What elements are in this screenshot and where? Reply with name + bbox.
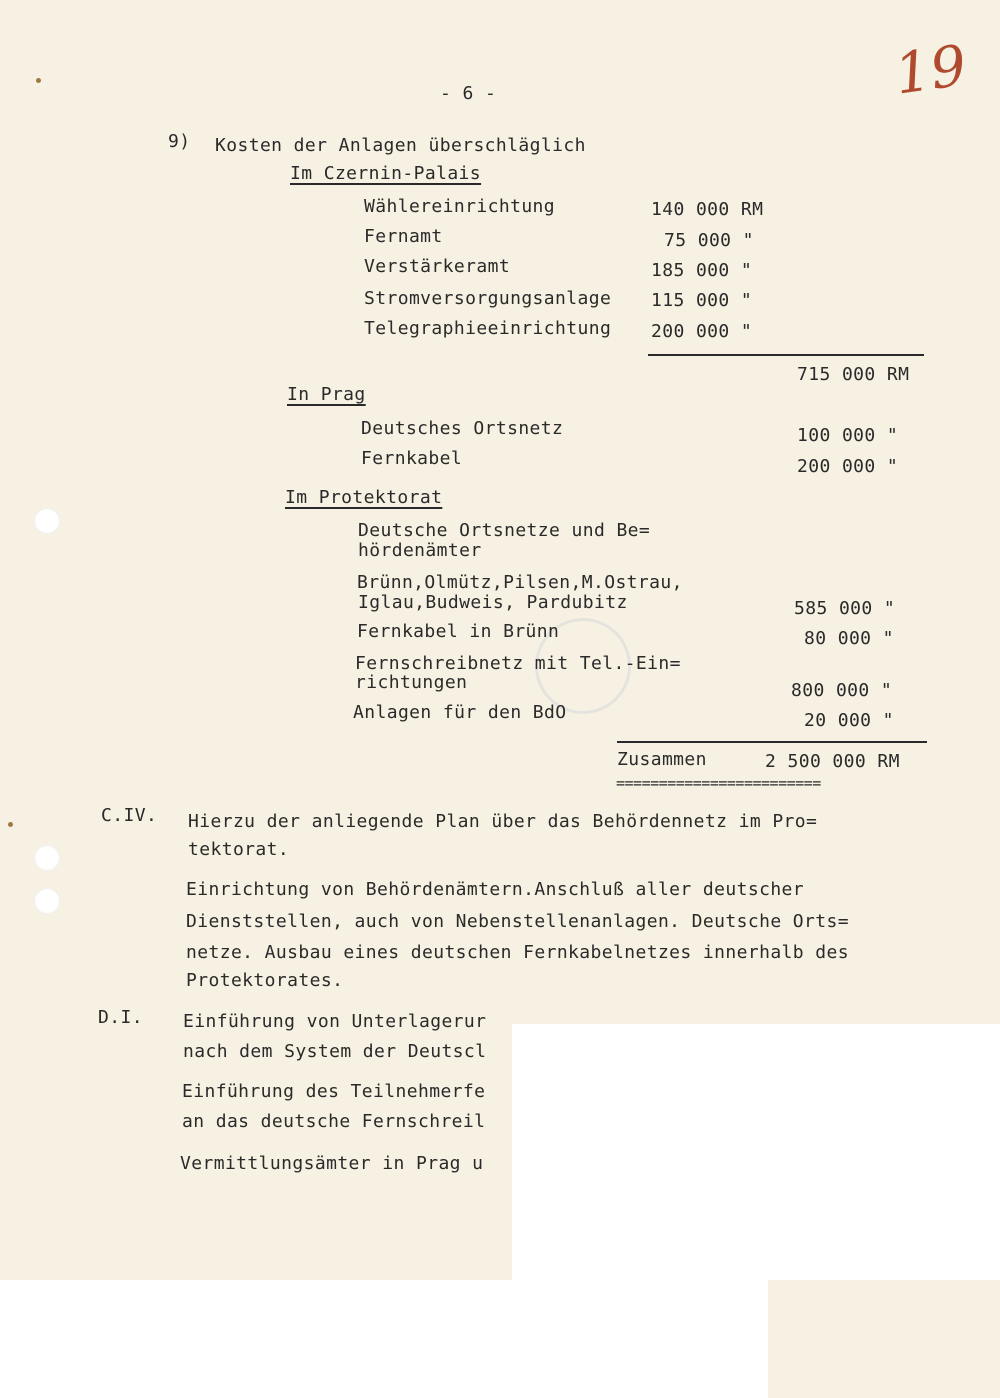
heading-prag: In Prag	[287, 384, 366, 405]
total-rule	[617, 741, 927, 743]
subtotal-amount: 715 000 RM	[797, 364, 910, 385]
item-label: richtungen	[355, 672, 468, 693]
item-amount: 185 000 "	[651, 260, 753, 281]
paragraph-line: Einrichtung von Behördenämtern.Anschluß aller deutscher	[186, 879, 805, 900]
paragraph-line: Protektorates.	[186, 970, 344, 991]
item-amount: 115 000 "	[651, 290, 753, 311]
heading-czernin: Im Czernin-Palais	[290, 163, 482, 184]
paragraph-line: Dienststellen, auch von Nebenstellenanlagen. Deutsche Orts=	[186, 911, 849, 932]
subtotal-rule	[648, 354, 924, 356]
item-label: Deutsche Ortsnetze und Be=	[358, 520, 651, 541]
paper-speck	[36, 78, 41, 83]
item-label: Brünn,Olmütz,Pilsen,M.Ostrau,	[357, 572, 683, 593]
punch-hole	[34, 508, 60, 534]
paragraph-line: Vermittlungsämter in Prag u	[180, 1153, 484, 1174]
punch-hole	[34, 845, 60, 871]
paragraph-line: Hierzu der anliegende Plan über das Behördennetz im Pro=	[188, 811, 818, 832]
item-label: Anlagen für den BdO	[353, 702, 567, 723]
item-label: hördenämter	[358, 540, 482, 561]
item-label: Fernamt	[364, 226, 443, 247]
item-amount: 100 000 "	[797, 425, 899, 446]
item-label: Wählereinrichtung	[364, 196, 556, 217]
item-label: Deutsches Ortsnetz	[361, 418, 564, 439]
section-title: Kosten der Anlagen überschläglich	[215, 135, 586, 156]
item-label: Fernkabel	[361, 448, 463, 469]
paper-speck	[8, 822, 13, 827]
item-label: Fernschreibnetz mit Tel.-Ein=	[355, 653, 681, 674]
item-amount: 200 000 "	[797, 456, 899, 477]
paragraph-line: an das deutsche Fernschreil	[182, 1111, 486, 1132]
heading-protektorat: Im Protektorat	[285, 487, 443, 508]
total-label: Zusammen	[617, 749, 707, 770]
item-amount: 75 000 "	[664, 230, 754, 251]
section-label: 9)	[168, 131, 191, 152]
blank-mask-right	[512, 1024, 1000, 1280]
blank-mask-bottom	[0, 1280, 768, 1398]
paragraph-line: Einführung von Unterlagerur	[183, 1011, 487, 1032]
paragraph-line: tektorat.	[188, 839, 290, 860]
item-label: Iglau,Budweis, Pardubitz	[358, 592, 628, 613]
item-label: Fernkabel in Brünn	[357, 621, 560, 642]
item-amount: 20 000 "	[804, 710, 894, 731]
item-label: Stromversorgungsanlage	[364, 288, 612, 309]
section-label: D.I.	[98, 1007, 143, 1028]
item-amount: 200 000 "	[651, 321, 753, 342]
item-label: Verstärkeramt	[364, 256, 511, 277]
item-label: Telegraphieeinrichtung	[364, 318, 612, 339]
total-double-rule: ========================	[616, 774, 821, 792]
paragraph-line: nach dem System der Deutscl	[183, 1041, 487, 1062]
handwritten-folio: 19	[890, 33, 971, 108]
paragraph-line: netze. Ausbau eines deutschen Fernkabelnetzes innerhalb des	[186, 942, 849, 963]
item-amount: 585 000 "	[794, 598, 896, 619]
section-label: C.IV.	[101, 805, 158, 826]
total-amount: 2 500 000 RM	[765, 751, 900, 772]
item-amount: 800 000 "	[791, 680, 893, 701]
page-number: - 6 -	[440, 83, 497, 104]
paragraph-line: Einführung des Teilnehmerfe	[182, 1081, 486, 1102]
item-amount: 80 000 "	[804, 628, 894, 649]
punch-hole	[34, 888, 60, 914]
item-amount: 140 000 RM	[651, 199, 764, 220]
